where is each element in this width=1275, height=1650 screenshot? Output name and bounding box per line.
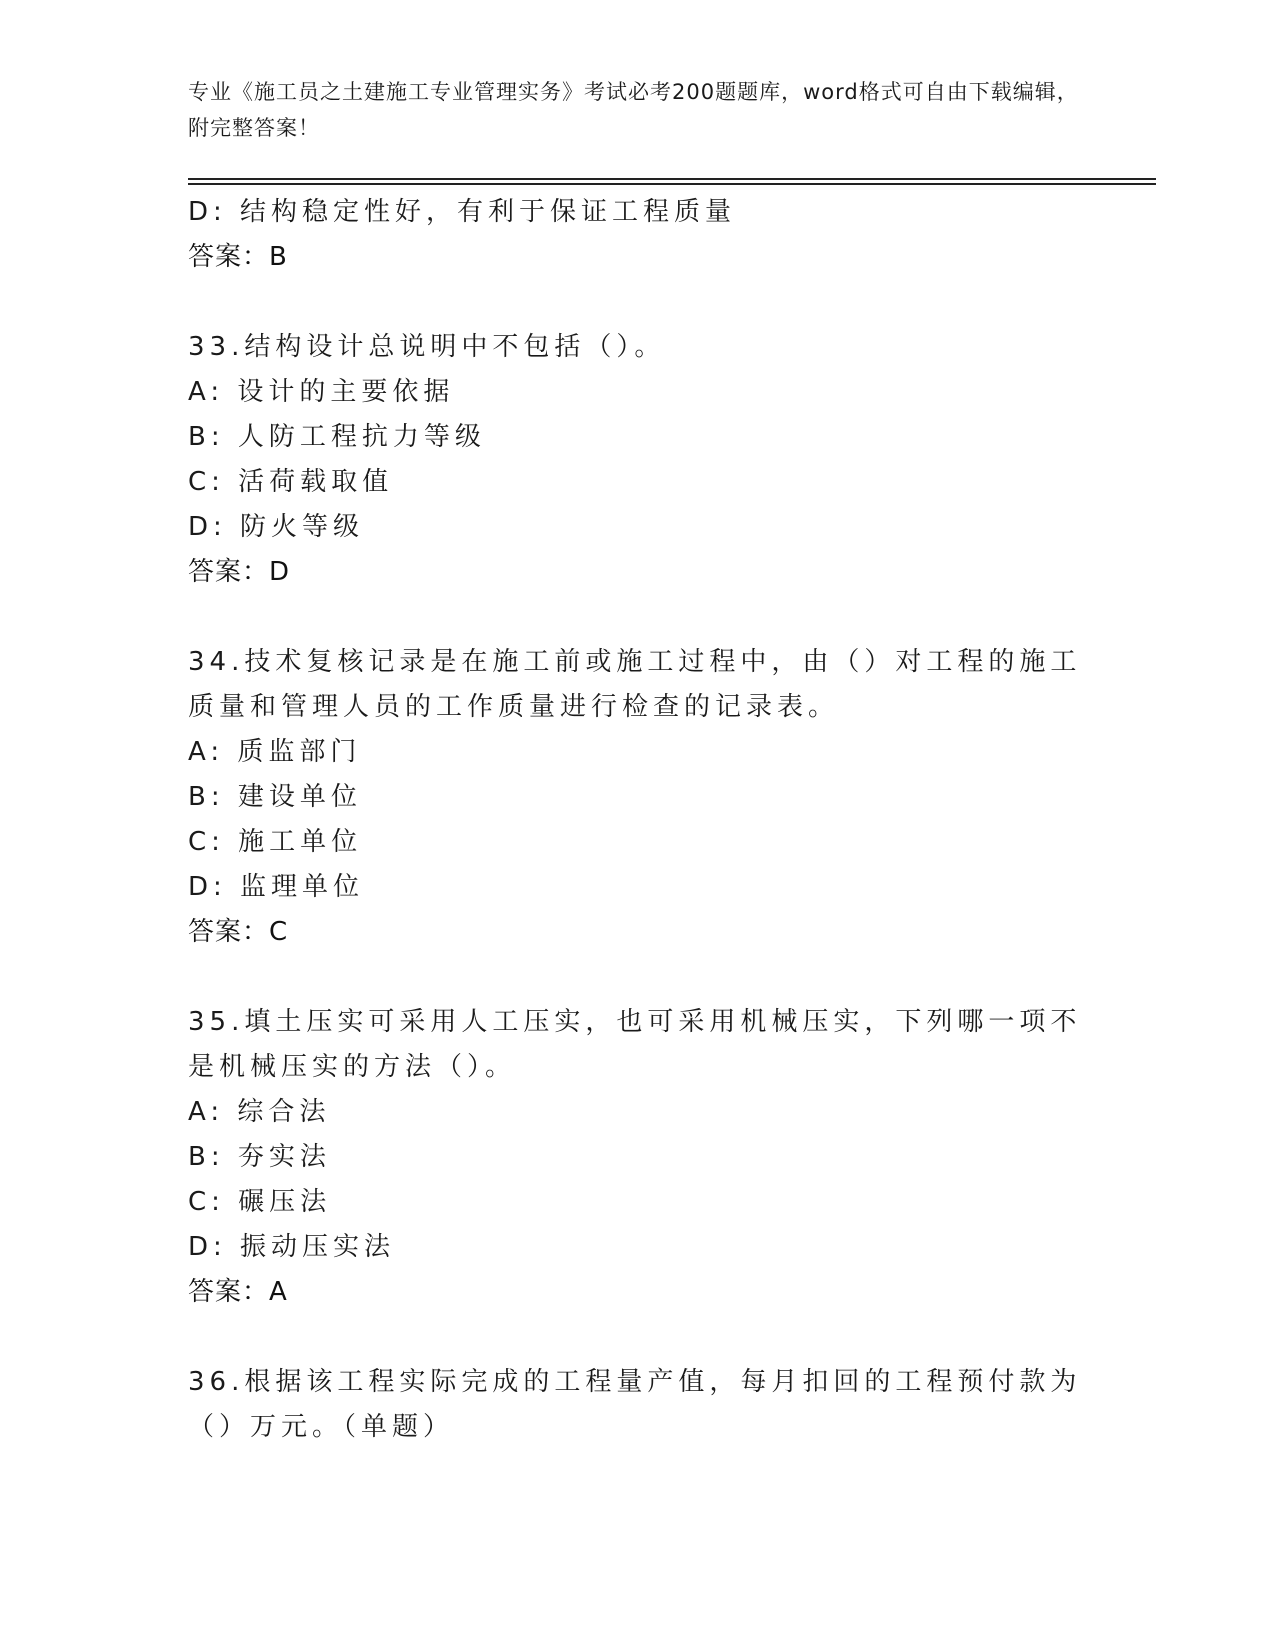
question-stem: 33.结构设计总说明中不包括（）。 xyxy=(188,332,666,362)
spacer xyxy=(188,1315,1088,1360)
question-stem: 35.填土压实可采用人工压实，也可采用机械压实，下列哪一项不是机械压实的方法（）。 xyxy=(188,1007,1082,1082)
question-34 xyxy=(188,640,1088,955)
answer: 答案：D xyxy=(188,557,291,587)
question-stem: 36.根据该工程实际完成的工程量产值，每月扣回的工程预付款为（）万元。（单题） xyxy=(188,1367,1082,1442)
option-d: D: 监理单位 xyxy=(188,872,365,902)
question-36 xyxy=(188,1360,1088,1450)
option-b: B: 建设单位 xyxy=(188,782,362,812)
question-35 xyxy=(188,1000,1088,1315)
option-a: A: 质监部门 xyxy=(188,737,362,767)
option-a: A: 设计的主要依据 xyxy=(188,377,455,407)
option-c: C: 施工单位 xyxy=(188,827,363,857)
answer: 答案：A xyxy=(188,1277,288,1307)
question-33 xyxy=(188,325,1088,595)
document-body xyxy=(188,190,1088,1450)
option-d: D: 防火等级 xyxy=(188,512,365,542)
option-c: C: 活荷载取值 xyxy=(188,467,394,497)
spacer xyxy=(188,955,1088,1000)
option-d: D: 振动压实法 xyxy=(188,1232,396,1262)
spacer xyxy=(188,595,1088,640)
header-divider-top xyxy=(188,178,1156,180)
answer: 答案：C xyxy=(188,917,289,947)
header-divider-bottom xyxy=(188,183,1156,185)
document-header: 专业《施工员之土建施工专业管理实务》考试必考200题题库，word格式可自由下载编辑，附完整答案！ xyxy=(188,80,1079,140)
option-b: B: 夯实法 xyxy=(188,1142,331,1172)
spacer xyxy=(188,280,1088,325)
option-a: A: 综合法 xyxy=(188,1097,331,1127)
option-d: D: 结构稳定性好，有利于保证工程质量 xyxy=(188,197,737,227)
option-c: C: 碾压法 xyxy=(188,1187,332,1217)
question-stem: 34.技术复核记录是在施工前或施工过程中，由（）对工程的施工质量和管理人员的工作质量进行检查的记录表。 xyxy=(188,647,1082,722)
option-b: B: 人防工程抗力等级 xyxy=(188,422,486,452)
answer: 答案：B xyxy=(188,242,288,272)
